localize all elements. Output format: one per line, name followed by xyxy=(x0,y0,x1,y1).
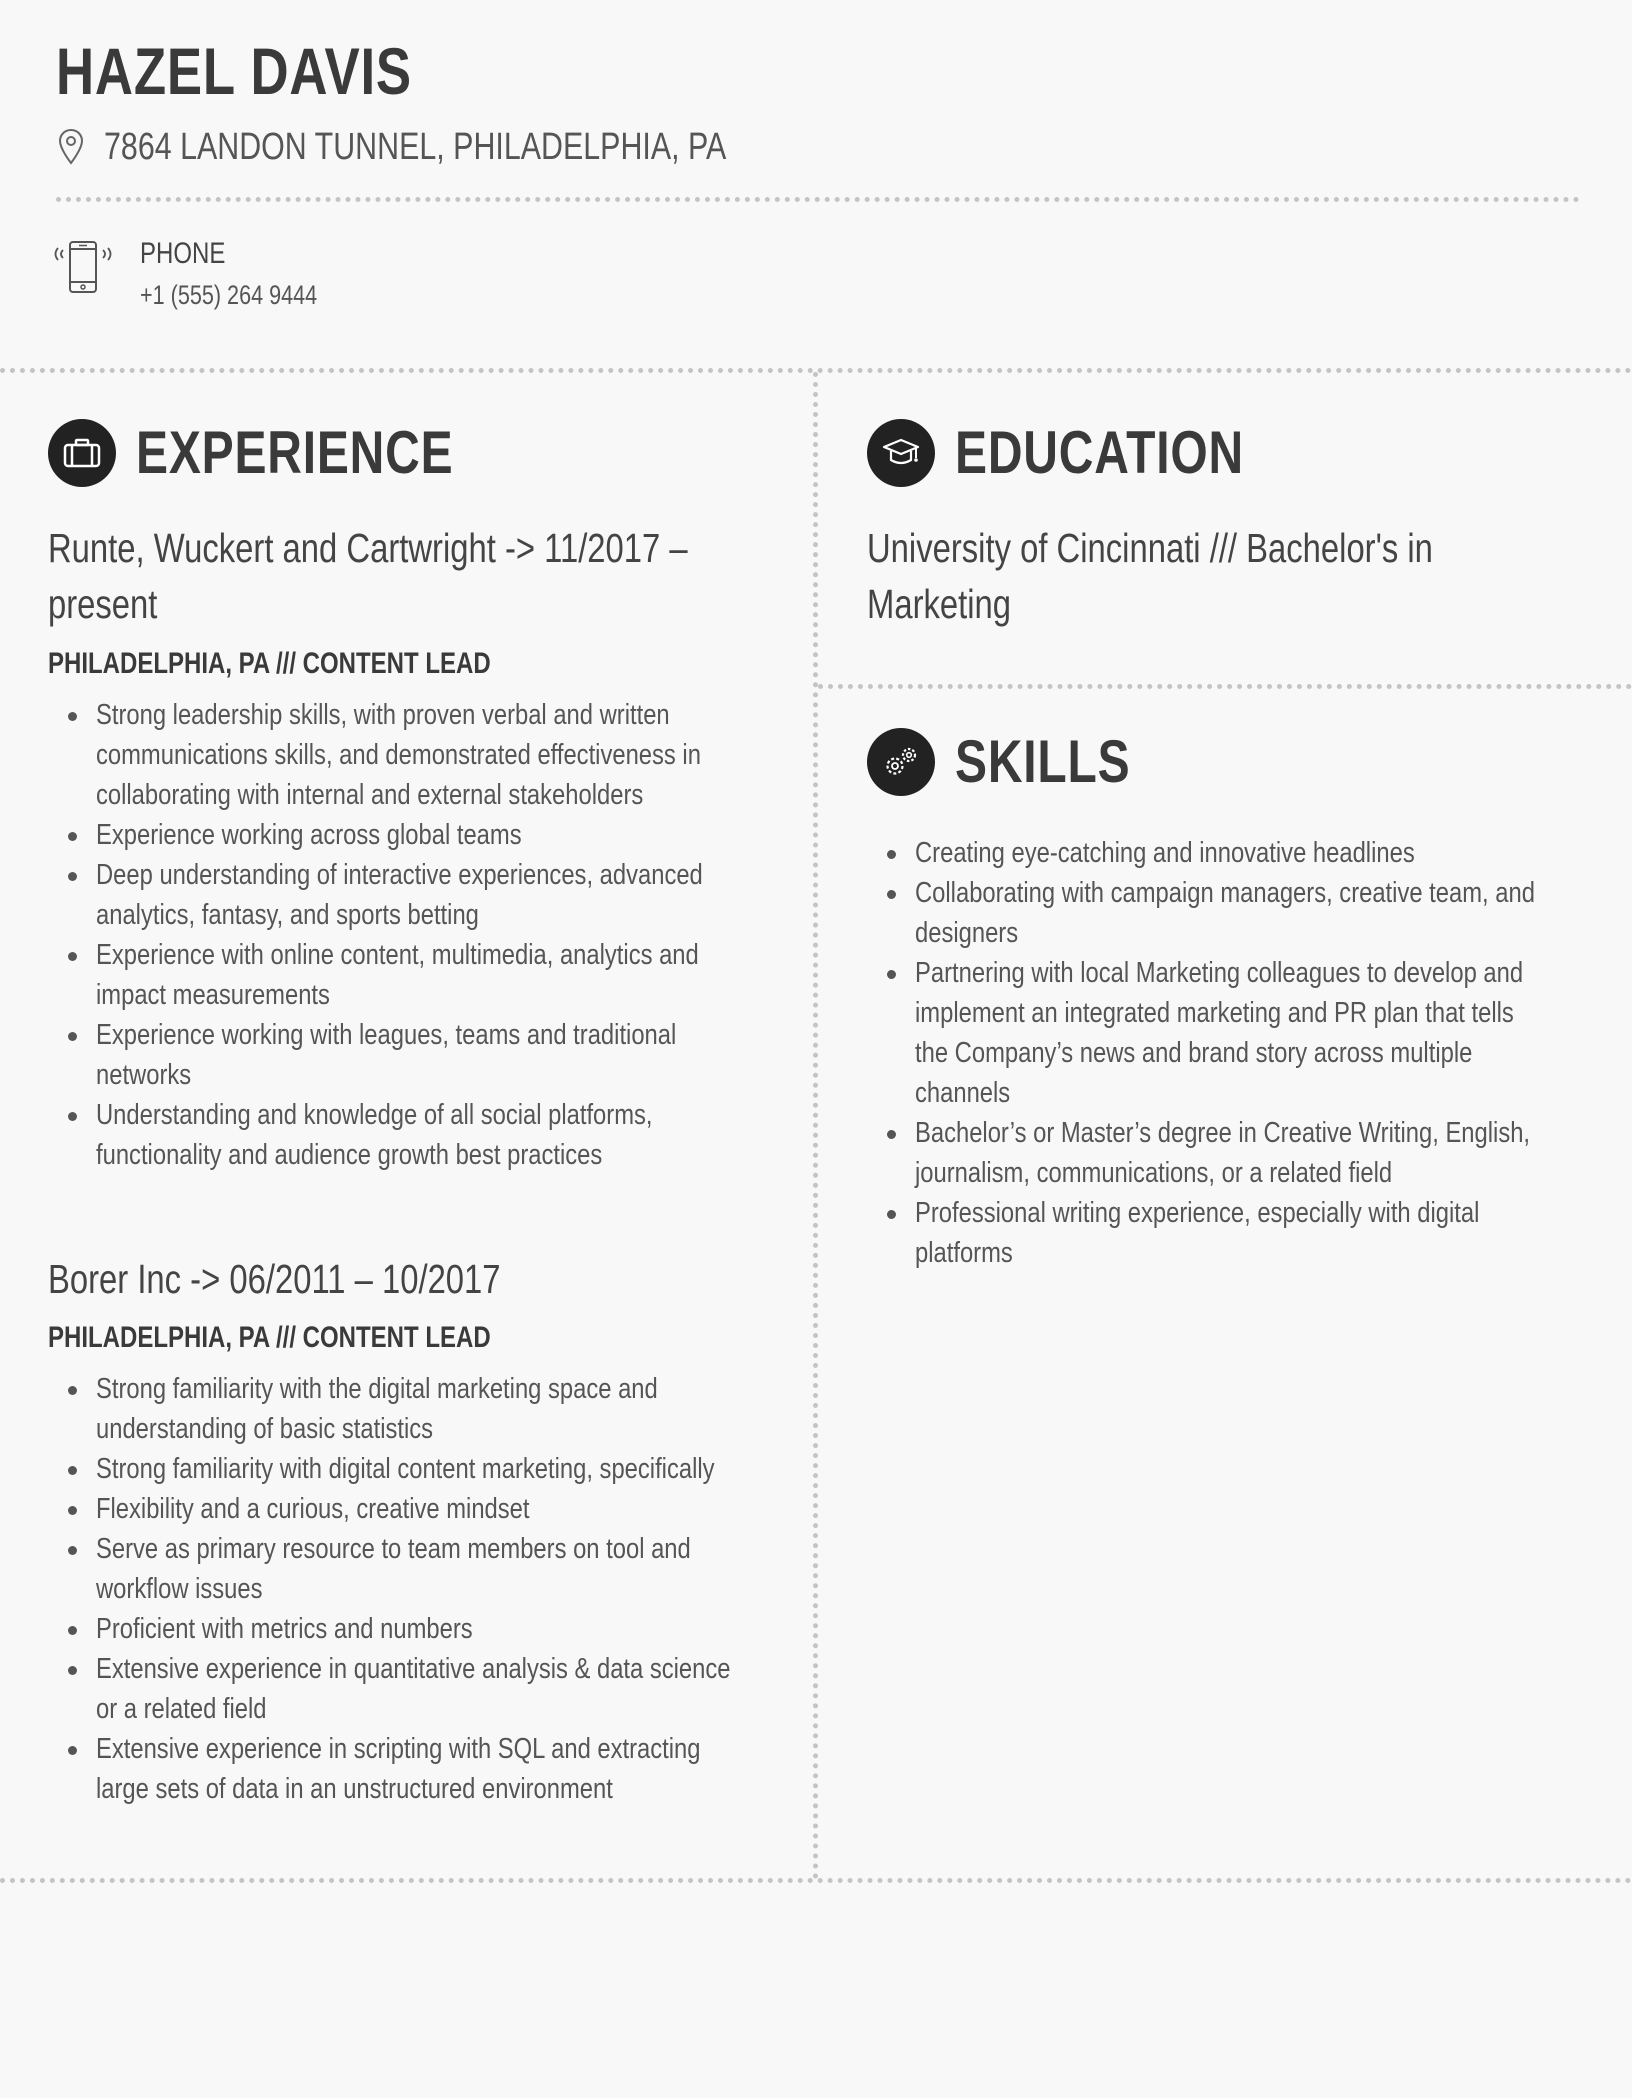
education-skills-divider xyxy=(818,684,1632,689)
briefcase-icon xyxy=(48,419,116,487)
skills-title: SKILLS xyxy=(955,728,1131,795)
list-item: Extensive experience in scripting with SQL and extracting large sets of data in an unstructured environment xyxy=(48,1729,778,1809)
phone-label: PHONE xyxy=(140,237,226,270)
address-row xyxy=(56,122,882,172)
bottom-divider xyxy=(0,1878,1632,1883)
address: 7864 LANDON TUNNEL, PHILADELPHIA, PA xyxy=(104,125,727,168)
list-item: Strong leadership skills, with proven verbal and written communications skills, and demonstrated effectiveness in collaborating with internal and external stakeholders xyxy=(48,695,778,815)
list-item: Bachelor’s or Master’s degree in Creative Writing, English, journalism, communications, or a related field xyxy=(867,1113,1597,1193)
job-2-title: Borer Inc -> 06/2011 – 10/2017 xyxy=(48,1256,501,1302)
education-heading xyxy=(867,418,1316,487)
list-item: Flexibility and a curious, creative mindset xyxy=(48,1489,778,1529)
job-1-title: Runte, Wuckert and Cartwright -> 11/2017 – present xyxy=(48,525,688,627)
job-1-subtitle: PHILADELPHIA, PA /// CONTENT LEAD xyxy=(48,647,491,680)
list-item: Strong familiarity with digital content marketing, specifically xyxy=(48,1449,778,1489)
header-divider xyxy=(56,197,1580,202)
mobile-phone-icon xyxy=(54,236,112,298)
education-title: EDUCATION xyxy=(955,419,1244,486)
list-item: Collaborating with campaign managers, creative team, and designers xyxy=(867,873,1597,953)
job-1-bullets xyxy=(48,695,778,1175)
list-item: Extensive experience in quantitative analysis & data science or a related field xyxy=(48,1649,778,1729)
list-item: Serve as primary resource to team members on tool and workflow issues xyxy=(48,1529,778,1609)
list-item: Experience working with leagues, teams and traditional networks xyxy=(48,1015,778,1095)
list-item: Strong familiarity with the digital marketing space and understanding of basic statistics xyxy=(48,1369,778,1449)
list-item: Understanding and knowledge of all social platforms, functionality and audience growth best practices xyxy=(48,1095,778,1175)
phone-value: +1 (555) 264 9444 xyxy=(140,280,318,310)
list-item: Experience with online content, multimedia, analytics and impact measurements xyxy=(48,935,778,1015)
job-2-subtitle: PHILADELPHIA, PA /// CONTENT LEAD xyxy=(48,1321,491,1354)
experience-title: EXPERIENCE xyxy=(136,419,454,486)
gears-icon xyxy=(867,728,935,796)
candidate-name: HAZEL DAVIS xyxy=(56,34,412,108)
list-item: Professional writing experience, especially with digital platforms xyxy=(867,1193,1597,1273)
phone-contact xyxy=(54,236,361,311)
graduation-cap-icon xyxy=(867,419,935,487)
experience-heading xyxy=(48,418,533,487)
list-item: Deep understanding of interactive experiences, advanced analytics, fantasy, and sports betting xyxy=(48,855,778,935)
skills-heading xyxy=(867,727,1174,796)
resume-header xyxy=(56,34,1576,168)
skills-bullets xyxy=(867,833,1597,1273)
list-item: Experience working across global teams xyxy=(48,815,778,855)
job-2-bullets xyxy=(48,1369,778,1809)
education-entry: University of Cincinnati /// Bachelor's in Marketing xyxy=(867,525,1433,627)
list-item: Partnering with local Marketing colleagues to develop and implement an integrated marketing and PR plan that tells the Company’s news and brand story across multiple channels xyxy=(867,953,1597,1113)
map-pin-icon xyxy=(56,127,86,167)
list-item: Proficient with metrics and numbers xyxy=(48,1609,778,1649)
list-item: Creating eye-catching and innovative headlines xyxy=(867,833,1597,873)
